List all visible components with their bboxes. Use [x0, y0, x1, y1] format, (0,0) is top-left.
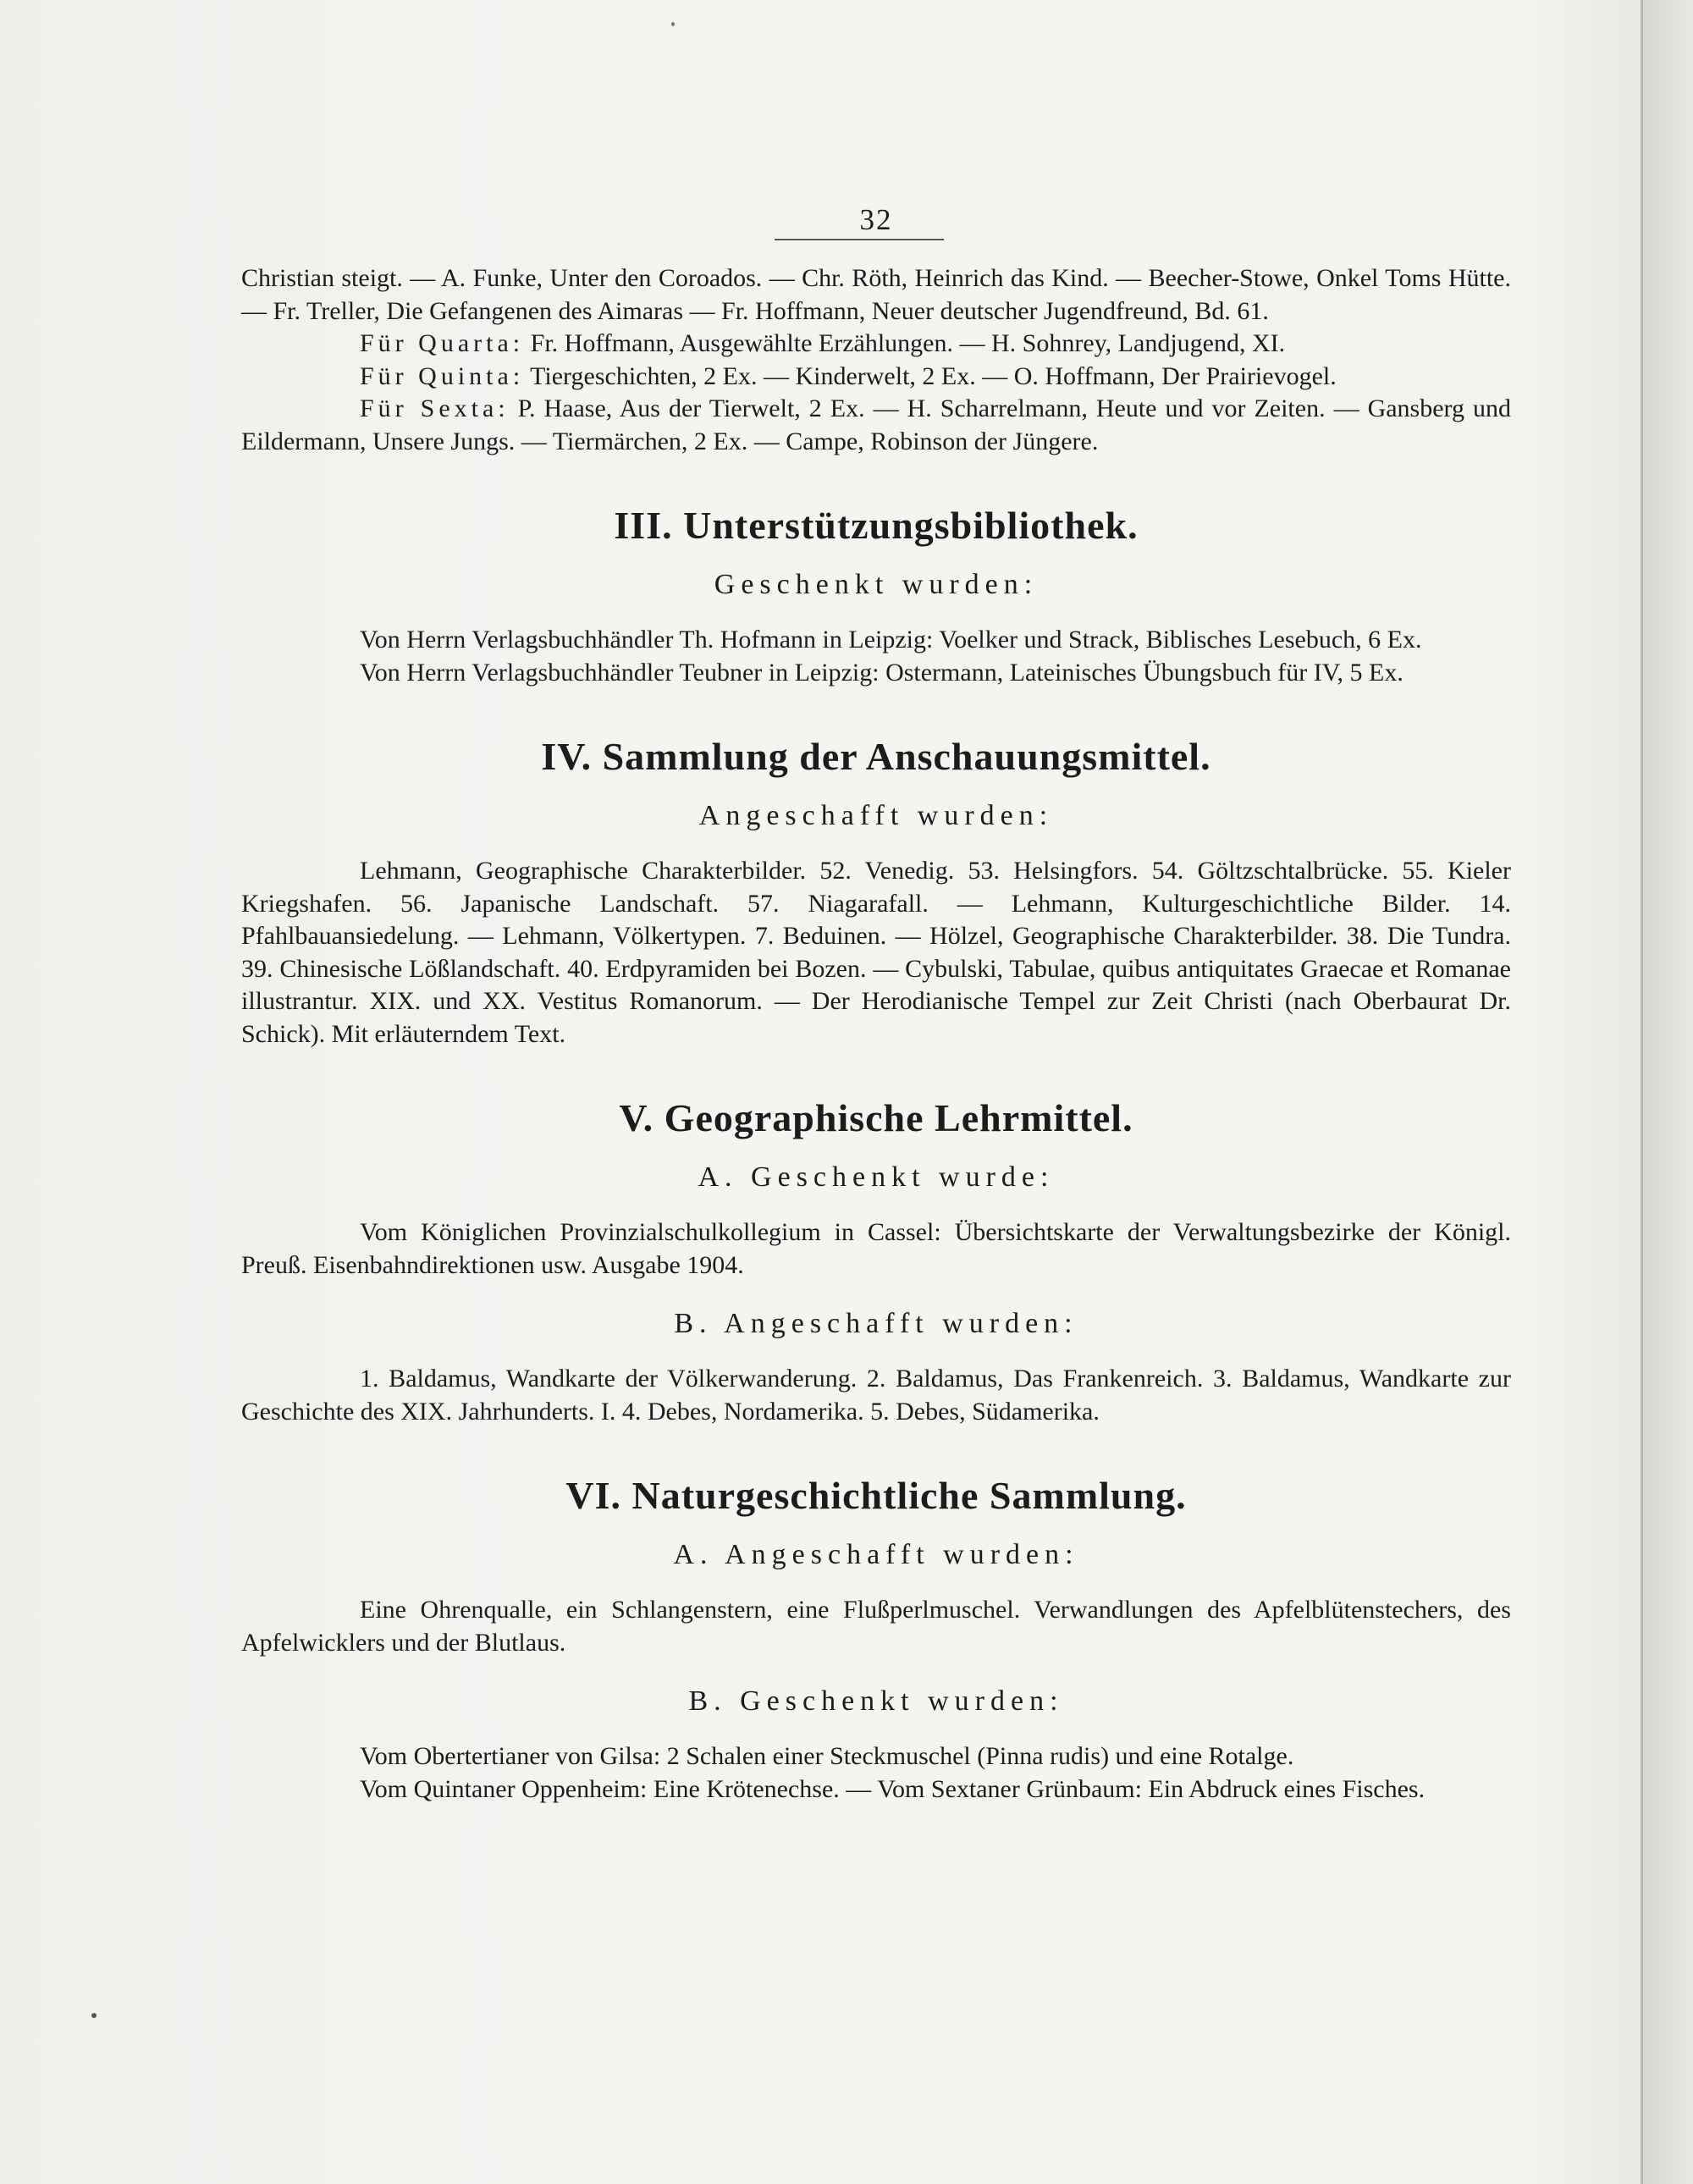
section-5-subheading-a: A. Geschenkt wurde:: [698, 1161, 1055, 1193]
section-6-heading: VI. Naturgeschichtliche Sammlung.: [565, 1474, 1187, 1517]
sexta-entry: [241, 393, 1511, 458]
section-4-heading: IV. Sammlung der Anschauungsmittel.: [541, 735, 1211, 778]
page-number: 32: [859, 203, 893, 236]
section-5-paragraph-b: 1. Baldamus, Wandkarte der Völkerwanderung. 2. Baldamus, Das Frankenreich. 3. Baldamus, Wandkarte zur Geschichte des XIX. Jahrhunderts. I. 4. Debes, Nordamerika. 5. Debes, Südamerika.: [241, 1365, 1511, 1426]
sexta-label: Für Sexta:: [360, 394, 510, 422]
section-6-paragraph-b2: Vom Quintaner Oppenheim: Eine Krötenechse. — Vom Sextaner Grünbaum: Ein Abdruck eines Fisches.: [360, 1774, 1426, 1803]
quarta-text: Fr. Hoffmann, Ausgewählte Erzählungen. — H. Sohnrey, Landjugend, XI.: [530, 329, 1286, 357]
ink-speck: [671, 22, 675, 26]
page-body: [241, 262, 1511, 1806]
quarta-entry: [241, 328, 1511, 361]
section-3-subheading: Geschenkt wurden:: [714, 569, 1039, 600]
quinta-label: Für Quinta:: [360, 361, 525, 390]
section-4-paragraph: Lehmann, Geographische Charakterbilder. 52. Venedig. 53. Helsingfors. 54. Göltzschtalbrücke. 55. Kieler Kriegshafen. 56. Japanische Landschaft. 57. Niagarafall. — Lehmann, Kulturgeschichtliche Bilder. 14. Pfahlbauansiedelung. — Lehmann, Völkertypen. 7. Beduinen. — Hölzel, Geographische Charakterbilder. 38. Die Tundra. 39. Chinesische Lößlandschaft. 40. Erdpyramiden bei Bozen. — Cybulski, Tabulae, quibus antiquitates Graecae et Romanae illustrantur. XIX. und XX. Vestitus Romanorum. — Der Herodianische Tempel zur Zeit Christi (nach Oberbaurat Dr. Schick). Mit erläuterndem Text.: [241, 857, 1511, 1048]
section-6-paragraph-b1: Vom Obertertianer von Gilsa: 2 Schalen einer Steckmuschel (Pinna rudis) und eine Rotalge.: [360, 1742, 1294, 1770]
section-3-heading: III. Unterstützungsbibliothek.: [614, 504, 1139, 547]
section-3-paragraph-2: Von Herrn Verlagsbuchhändler Teubner in Leipzig: Ostermann, Lateinisches Übungsbuch für IV, 5 Ex.: [360, 658, 1403, 687]
page-number-rule: [775, 239, 944, 240]
quarta-label: Für Quarta:: [360, 329, 525, 357]
intro-paragraph: Christian steigt. — A. Funke, Unter den Coroados. — Chr. Röth, Heinrich das Kind. — Beecher-Stowe, Onkel Toms Hütte. — Fr. Treller, Die Gefangenen des Aimaras — Fr. Hoffmann, Neuer deutscher Jugendfreund, Bd. 61.: [241, 264, 1511, 325]
section-5-heading: V. Geographische Lehrmittel.: [619, 1096, 1133, 1139]
section-6-paragraph-a: Eine Ohrenqualle, ein Schlangenstern, eine Flußperlmuschel. Verwandlungen des Apfelblütenstechers, des Apfelwicklers und der Blutlaus.: [241, 1596, 1511, 1657]
ink-speck-margin: [91, 2013, 97, 2018]
page-edge-shadow: [1643, 0, 1693, 2184]
section-6-subheading-a: A. Angeschafft wurden:: [673, 1539, 1079, 1570]
quinta-entry: [241, 361, 1511, 394]
section-3-paragraph-1: Von Herrn Verlagsbuchhändler Th. Hofmann in Leipzig: Voelker und Strack, Biblisches Lesebuch, 6 Ex.: [360, 626, 1422, 654]
section-4-subheading: Angeschafft wurden:: [698, 800, 1054, 831]
section-6-subheading-b: B. Geschenkt wurden:: [688, 1685, 1064, 1717]
quinta-text: Tiergeschichten, 2 Ex. — Kinderwelt, 2 Ex. — O. Hoffmann, Der Prairievogel.: [530, 361, 1337, 390]
sexta-text: P. Haase, Aus der Tierwelt, 2 Ex. — H. Scharrelmann, Heute und vor Zeiten. — Gansberg und Eildermann, Unsere Jungs. — Tiermärchen, 2 Ex. — Campe, Robinson der Jüngere.: [241, 394, 1511, 455]
section-5-paragraph-a: Vom Königlichen Provinzialschulkollegium in Cassel: Übersichtskarte der Verwaltungsbezirke der Königl. Preuß. Eisenbahndirektionen usw. Ausgabe 1904.: [241, 1218, 1511, 1279]
section-5-subheading-b: B. Angeschafft wurden:: [674, 1308, 1078, 1339]
